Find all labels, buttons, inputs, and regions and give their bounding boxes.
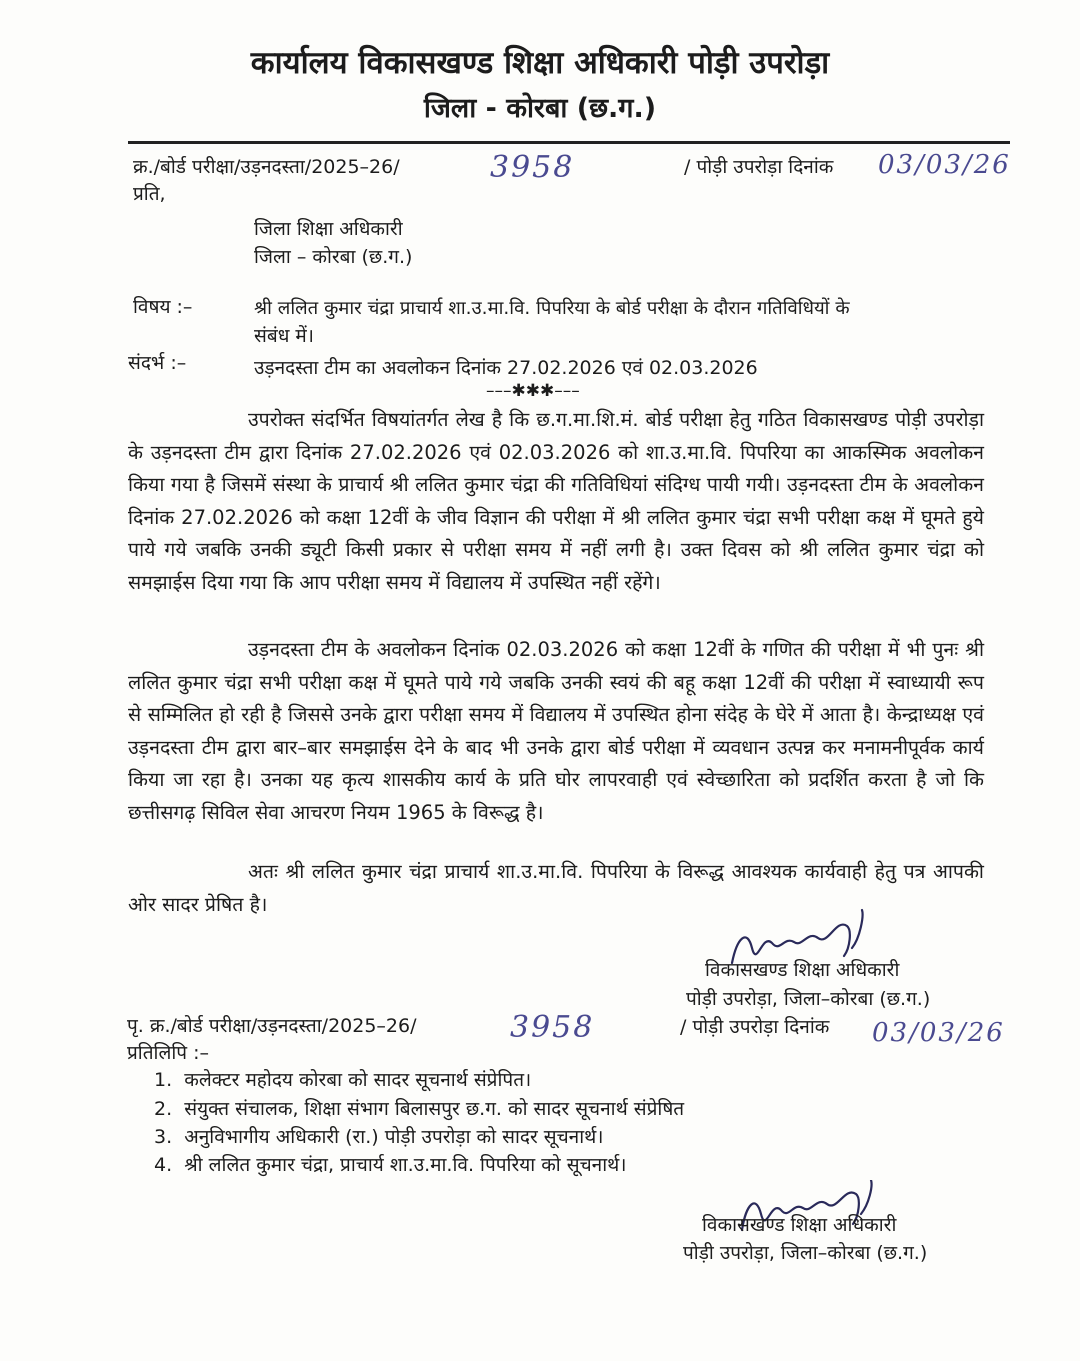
copy-reference-number: पृ. क्र./बोर्ड परीक्षा/उड़नदस्ता/2025–26/	[127, 1015, 417, 1037]
body-paragraph-1-text: उपरोक्त संदर्भित विषयांतर्गत लेख है कि छ.ग.मा.शि.मं. बोर्ड परीक्षा हेतु गठित विकासखण्ड पोड़ी उपरोड़ा के उड़नदस्ता टीम द्वारा दिनांक 27.02.2026 एवं 02.03.2026 को शा.उ.मा.वि. पिपरिया का आकस्मिक अवलोकन किया गया है जिसमें संस्था के प्राचार्य श्री ललित कुमार चंद्रा की गतिविधियां संदिग्ध पायी गयी। उड़नदस्ता टीम के अवलोकन दिनांक 27.02.2026 को कक्षा 12वीं के जीव विज्ञान की परीक्षा में श्री ललित कुमार चंद्रा सभी परीक्षा कक्ष में घूमते हुये पाये गये जबकि उनकी ड्यूटी किसी प्रकार से परीक्षा समय में नहीं लगी है। उक्त दिवस को श्री ललित कुमार चंद्रा को समझाईस दिया गया कि आप परीक्षा समय में विद्यालय में उपस्थित नहीं रहेंगे।	[128, 408, 984, 594]
separator: –––✱✱✱–––	[486, 381, 580, 401]
copy-item-number: 2.	[154, 1098, 173, 1120]
copy-item	[154, 1067, 531, 1093]
body-paragraph-1	[128, 404, 984, 600]
district-line: जिला - कोरबा (छ.ग.)	[423, 93, 657, 124]
body-paragraph-2-text: उड़नदस्ता टीम के अवलोकन दिनांक 02.03.2026 को कक्षा 12वीं के गणित की परीक्षा में भी पुनः श्री ललित कुमार चंद्रा सभी परीक्षा कक्ष में घूमते पाये गये जबकि उनकी स्वयं की बहू कक्षा 12वीं की परीक्षा में स्वाध्यायी रूप से सम्मिलित हो रही है जिससे उनके द्वारा परीक्षा समय में विद्यालय में उपस्थित होना संदेह के घेरे में आता है। केन्द्राध्यक्ष एवं उड़नदस्ता टीम द्वारा बार–बार समझाईस देने के बाद भी उनके द्वारा बोर्ड परीक्षा में व्यवधान उत्पन्न कर मनामनीपूर्वक कार्य किया जा रहा है। उनका यह कृत्य शासकीय कार्य के प्रति घोर लापरवाही एवं स्वेच्छारिता को प्रदर्शित करता है जो कि छत्तीसगढ़ सिविल सेवा आचरण नियम 1965 के विरूद्ध है।	[128, 638, 984, 824]
copy-handwritten-number: 3958	[510, 1010, 595, 1045]
copy-item-number: 1.	[154, 1069, 173, 1091]
body-paragraph-3-text: अतः श्री ललित कुमार चंद्रा प्राचार्य शा.उ.मा.वि. पिपरिया के विरूद्ध आवश्यक कार्यवाही हेतु पत्र आपकी ओर सादर प्रेषित है।	[128, 860, 984, 916]
subject-line1: श्री ललित कुमार चंद्रा प्राचार्य शा.उ.मा.वि. पिपरिया के बोर्ड परीक्षा के दौरान गतिविधियों के	[254, 298, 850, 319]
signature1-designation: विकासखण्ड शिक्षा अधिकारी	[705, 959, 900, 981]
signature2-location: पोड़ी उपरोड़ा, जिला–कोरबा (छ.ग.)	[683, 1242, 928, 1264]
body-paragraph-2	[128, 634, 984, 830]
subject-label: विषय :–	[133, 296, 193, 318]
copy-item-number: 3.	[154, 1126, 173, 1148]
copy-item	[154, 1124, 604, 1150]
signature1-location: पोड़ी उपरोड़ा, जिला–कोरबा (छ.ग.)	[686, 988, 931, 1010]
copy-item-text: कलेक्टर महोदय कोरबा को सादर सूचनार्थ संप्रेपित।	[184, 1069, 532, 1091]
subject-line2: संबंध में।	[254, 325, 314, 347]
header-rule	[128, 141, 1010, 144]
copy-item-text: अनुविभागीय अधिकारी (रा.) पोड़ी उपरोड़ा को सादर सूचनार्थ।	[184, 1126, 604, 1148]
addressee-line2: जिला – कोरबा (छ.ग.)	[254, 246, 413, 268]
context-text: उड़नदस्ता टीम का अवलोकन दिनांक 27.02.2026 एवं 02.03.2026	[254, 357, 758, 379]
copy-item-text: संयुक्त संचालक, शिक्षा संभाग बिलासपुर छ.ग. को सादर सूचनार्थ संप्रेषित	[184, 1098, 685, 1120]
place-date-label: / पोड़ी उपरोड़ा दिनांक	[684, 156, 834, 178]
handwritten-date: 03/03/26	[878, 150, 1011, 180]
context-label: संदर्भ :–	[128, 352, 187, 374]
addressee-line1: जिला शिक्षा अधिकारी	[254, 218, 403, 240]
copy-place-date-label: / पोड़ी उपरोड़ा दिनांक	[680, 1016, 830, 1038]
copy-handwritten-date: 03/03/26	[872, 1018, 1005, 1048]
copy-item	[154, 1096, 684, 1122]
signature2-designation: विकासखण्ड शिक्षा अधिकारी	[702, 1214, 897, 1236]
pratilipi-label: प्रतिलिपि :–	[127, 1042, 210, 1064]
copy-item	[154, 1152, 627, 1178]
office-title: कार्यालय विकासखण्ड शिक्षा अधिकारी पोड़ी उपरोड़ा	[250, 45, 830, 81]
prati-label: प्रति,	[133, 183, 166, 205]
handwritten-number: 3958	[490, 150, 575, 185]
copy-item-number: 4.	[154, 1154, 173, 1176]
copy-item-text: श्री ललित कुमार चंद्रा, प्राचार्य शा.उ.मा.वि. पिपरिया को सूचनार्थ।	[184, 1154, 627, 1176]
reference-number: क्र./बोर्ड परीक्षा/उड़नदस्ता/2025–26/	[133, 156, 400, 178]
